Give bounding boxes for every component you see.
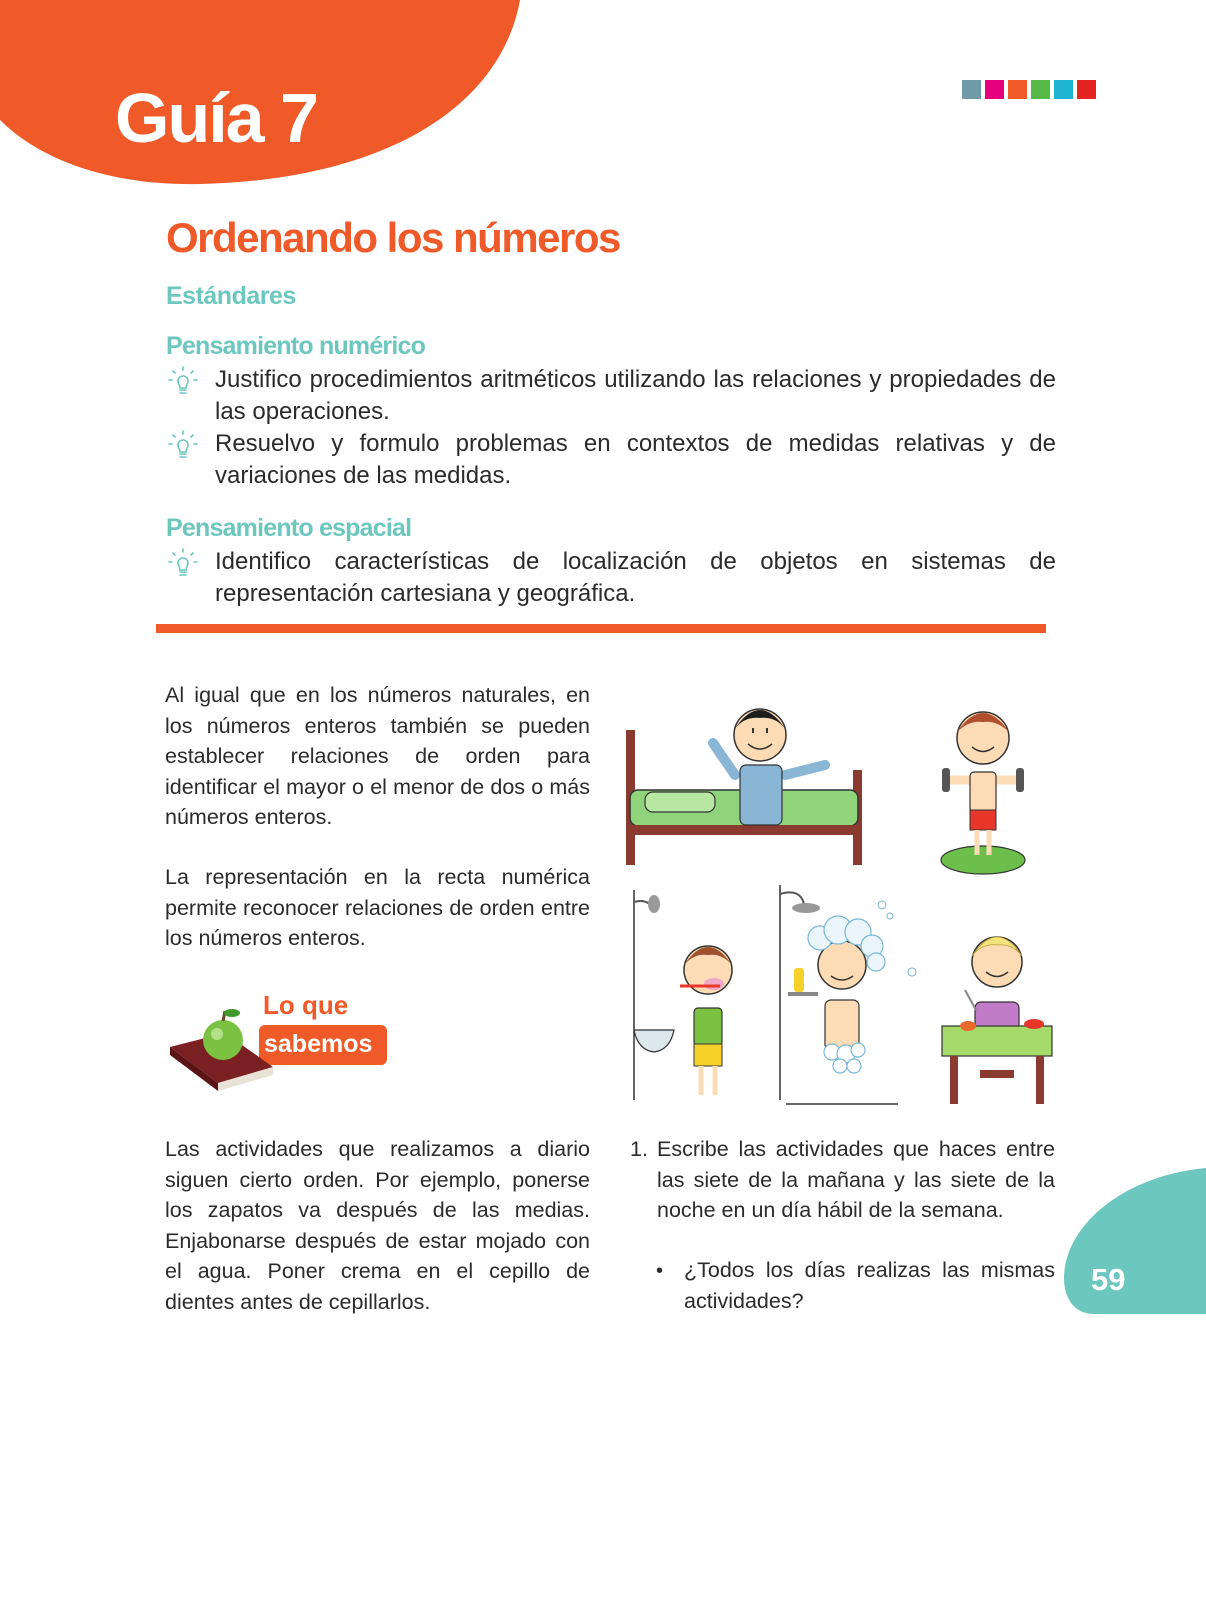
- section-divider: [156, 624, 1046, 633]
- standard-item: [166, 364, 1056, 428]
- daily-activities-illustration: [620, 680, 1060, 1110]
- page-number: 59: [1091, 1262, 1126, 1297]
- question-text: Escribe las actividades que haces entre las siete de la mañana y las siete de la noche en un día hábil de la semana.: [657, 1137, 1055, 1222]
- standard-text: Justifico procedimientos aritméticos utilizando las relaciones y propiedades de las operaciones.: [215, 366, 1056, 425]
- color-square: [985, 80, 1004, 99]
- bullet: •: [656, 1260, 664, 1282]
- section-heading-spatial: Pensamiento espacial: [166, 514, 412, 542]
- standard-text: Resuelvo y formulo problemas en contextos de medidas relativas y de variaciones de las medidas.: [215, 430, 1056, 489]
- page-title: Ordenando los números: [166, 214, 620, 261]
- lightbulb-icon: [168, 548, 198, 578]
- boy-showering-illustration: [780, 885, 916, 1104]
- color-square: [1054, 80, 1073, 99]
- lightbulb-icon: [168, 366, 198, 396]
- color-square: [962, 80, 981, 99]
- standard-item: [166, 546, 1056, 610]
- boy-exercising-illustration: [941, 712, 1025, 874]
- question-number: 1.: [630, 1137, 648, 1161]
- color-square: [1031, 80, 1050, 99]
- guide-label: Guía 7: [115, 79, 317, 157]
- boy-waking-up-illustration: [626, 709, 862, 865]
- activities-paragraph: Las actividades que realizamos a diario siguen cierto orden. Por ejemplo, ponerse los zapatos va después de las medias. Enjabonarse después de estar mojado con el agua. Poner crema en el cepillo de dientes antes de cepillarlos.: [165, 1137, 590, 1314]
- standard-item: [166, 428, 1056, 492]
- section-heading-numeric: Pensamiento numérico: [166, 332, 426, 360]
- intro-paragraph-2: La representación en la recta numérica permite reconocer relaciones de orden entre los números enteros.: [165, 865, 590, 950]
- boy-brushing-teeth-illustration: [634, 890, 732, 1100]
- standards-list-spatial: [166, 546, 1056, 610]
- boy-eating-illustration: [942, 937, 1052, 1104]
- color-square: [1077, 80, 1096, 99]
- color-square: [1008, 80, 1027, 99]
- sub-question-text: ¿Todos los días realizas las mismas actividades?: [684, 1258, 1055, 1313]
- color-squares: [962, 80, 1096, 99]
- lightbulb-icon: [168, 430, 198, 460]
- standards-list-numeric: [166, 364, 1056, 492]
- intro-paragraph-1: Al igual que en los números naturales, en los números enteros también se pueden establecer relaciones de orden para identificar el mayor o el menor de dos o más números enteros.: [165, 683, 590, 829]
- badge-label-line2: sabemos: [264, 1030, 373, 1058]
- page-number-tab: [1060, 1168, 1206, 1318]
- standards-heading: Estándares: [166, 282, 296, 310]
- badge-label-line1: Lo que: [263, 990, 349, 1020]
- standard-text: Identifico características de localización de objetos en sistemas de representación cartesiana y geográfica.: [215, 548, 1056, 607]
